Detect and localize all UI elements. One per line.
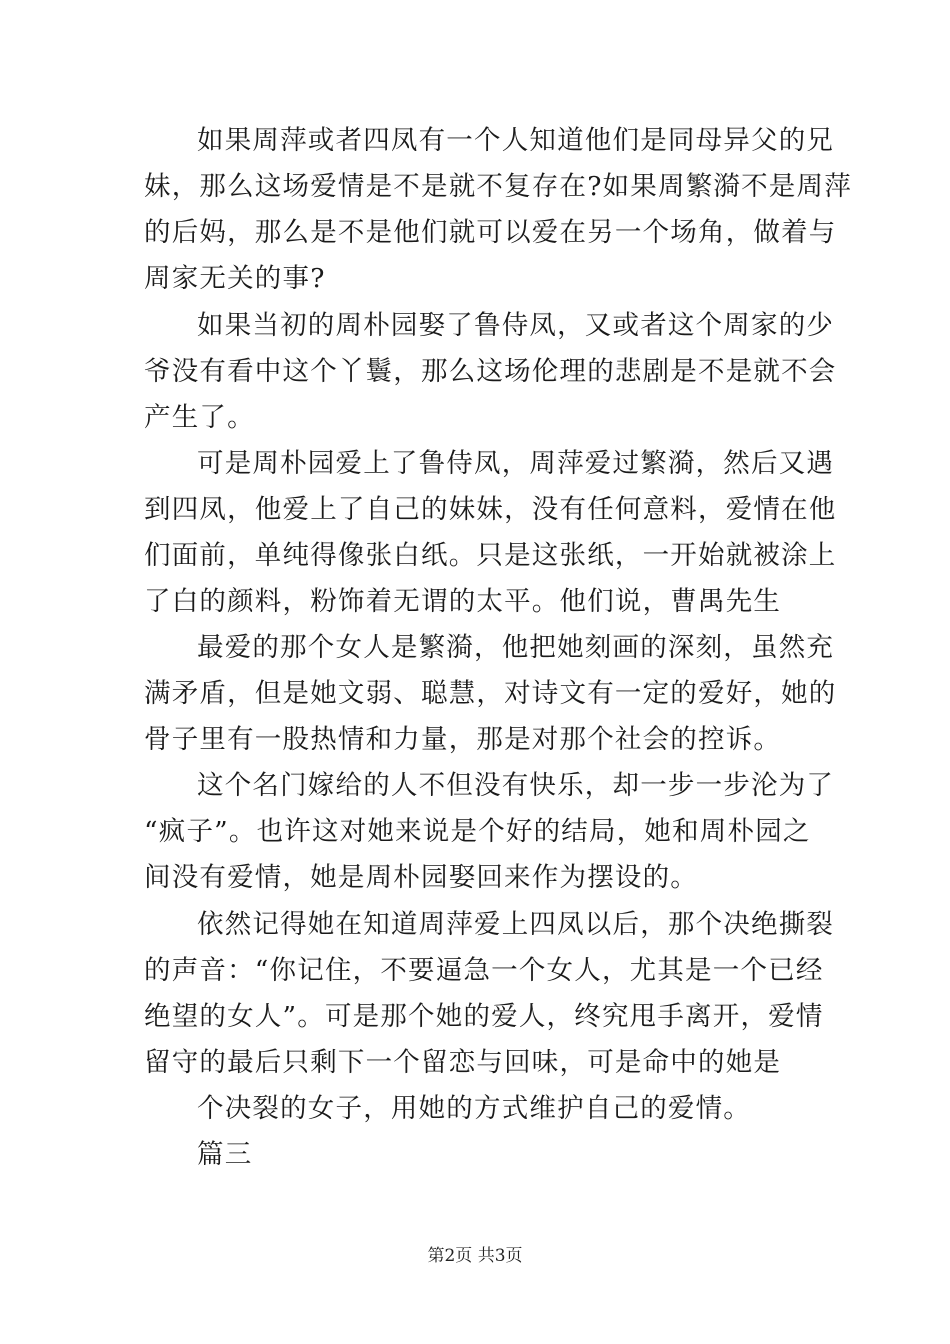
paragraph-1-line-3: 的后妈，那么是不是他们就可以爱在另一个场角，做着与 bbox=[144, 217, 837, 248]
paragraph-6-line-3: 绝望的女人”。可是那个她的爱人，终究甩手离开，爱情 bbox=[144, 1001, 824, 1032]
paragraph-6-line-1: 依然记得她在知道周萍爱上四凤以后，那个决绝撕裂 bbox=[197, 909, 835, 940]
paragraph-2-line-1: 如果当初的周朴园娶了鲁侍凤，又或者这个周家的少 bbox=[197, 310, 835, 341]
paragraph-2-line-2: 爷没有看中这个丫鬟，那么这场伦理的悲剧是不是就不会 bbox=[144, 356, 837, 387]
paragraph-7-line-1: 个决裂的女子，用她的方式维护自己的爱情。 bbox=[197, 1093, 751, 1124]
paragraph-4-line-3: 骨子里有一股热情和力量，那是对那个社会的控诉。 bbox=[144, 724, 782, 755]
paragraph-1-line-2: 妹，那么这场爱情是不是就不复存在?如果周繁漪不是周萍 bbox=[144, 171, 852, 202]
paragraph-3-line-2: 到四凤，他爱上了自己的妹妹，没有任何意料，爱情在他 bbox=[144, 494, 837, 525]
paragraph-2-line-3: 产生了。 bbox=[144, 402, 255, 433]
paragraph-4-line-1: 最爱的那个女人是繁漪，他把她刻画的深刻，虽然充 bbox=[197, 632, 835, 663]
paragraph-6-line-4: 留守的最后只剩下一个留恋与回味，可是命中的她是 bbox=[144, 1047, 782, 1078]
page-number-footer: 第2页 共3页 bbox=[427, 1246, 523, 1266]
paragraph-3-line-4: 了白的颜料，粉饰着无谓的太平。他们说，曹禺先生 bbox=[144, 586, 782, 617]
section-heading: 篇三 bbox=[197, 1139, 253, 1170]
paragraph-1-line-4: 周家无关的事? bbox=[144, 263, 326, 294]
paragraph-5-line-1: 这个名门嫁给的人不但没有快乐，却一步一步沦为了 bbox=[197, 770, 835, 801]
paragraph-3-line-3: 们面前，单纯得像张白纸。只是这张纸，一开始就被涂上 bbox=[144, 540, 837, 571]
paragraph-4-line-2: 满矛盾，但是她文弱、聪慧，对诗文有一定的爱好，她的 bbox=[144, 678, 837, 709]
paragraph-1-line-1: 如果周萍或者四凤有一个人知道他们是同母异父的兄 bbox=[197, 125, 835, 156]
paragraph-3-line-1: 可是周朴园爱上了鲁侍凤，周萍爱过繁漪，然后又遇 bbox=[197, 448, 835, 479]
paragraph-6-line-2: 的声音：“你记住，不要逼急一个女人，尤其是一个已经 bbox=[144, 955, 824, 986]
paragraph-5-line-2: “疯子”。也许这对她来说是个好的结局，她和周朴园之 bbox=[144, 816, 811, 847]
paragraph-5-line-3: 间没有爱情，她是周朴园娶回来作为摆设的。 bbox=[144, 862, 698, 893]
